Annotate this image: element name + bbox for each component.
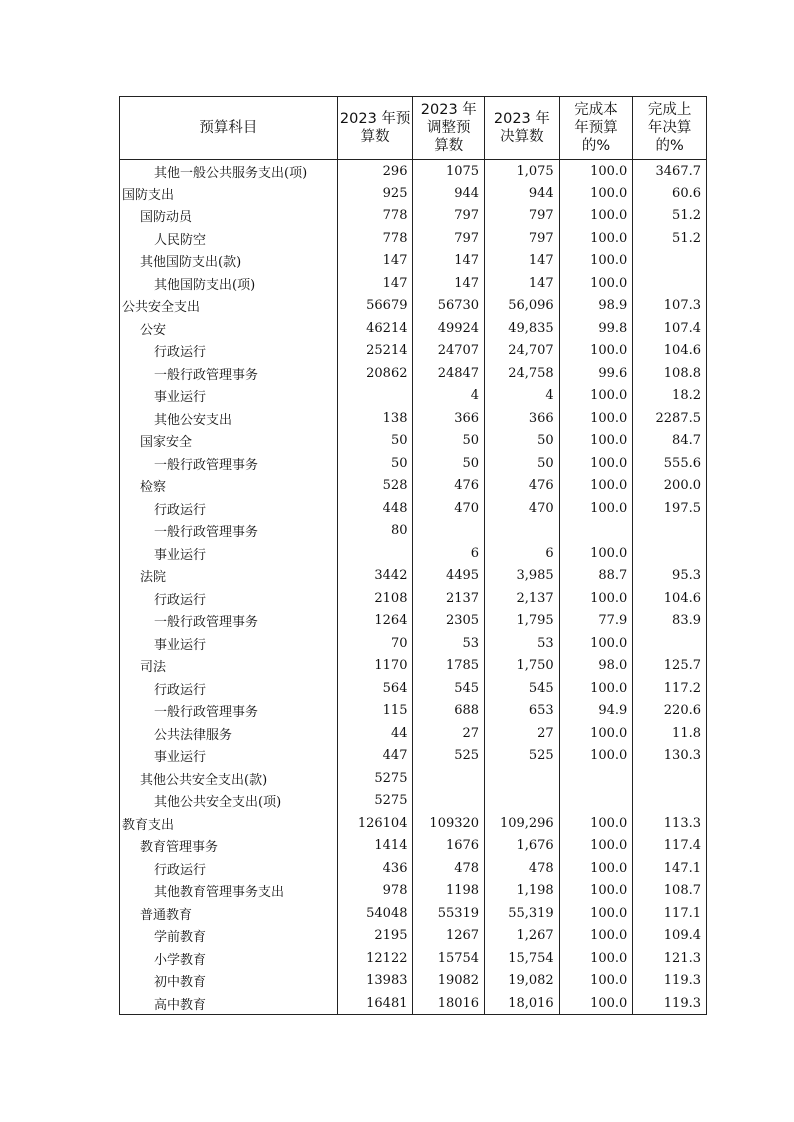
table-row [120, 610, 707, 633]
pct-prev-cell: 117.4 [633, 835, 707, 858]
subject-cell: 其他国防支出(款) [120, 250, 338, 273]
pct-budget-cell: 100.0 [559, 970, 633, 993]
header-final-2023 [485, 97, 560, 160]
pct-budget-cell: 100.0 [559, 340, 633, 363]
final-cell: 53 [485, 632, 560, 655]
pct-prev-cell [633, 632, 707, 655]
adjusted-cell: 476 [413, 475, 485, 498]
pct-prev-cell: 107.3 [633, 295, 707, 318]
budget-cell: 5275 [337, 767, 413, 790]
budget-cell: 5275 [337, 790, 413, 813]
adjusted-cell: 1075 [413, 160, 485, 183]
subject-cell: 教育支出 [120, 812, 338, 835]
pct-budget-cell: 99.6 [559, 362, 633, 385]
pct-budget-cell [559, 790, 633, 813]
subject-cell: 其他公共安全支出(项) [120, 790, 338, 813]
final-cell: 545 [485, 677, 560, 700]
budget-cell: 528 [337, 475, 413, 498]
pct-budget-cell: 100.0 [559, 475, 633, 498]
header-pct-budget [559, 97, 633, 160]
pct-prev-cell: 104.6 [633, 340, 707, 363]
pct-budget-cell [559, 767, 633, 790]
final-cell: 2,137 [485, 587, 560, 610]
budget-cell: 126104 [337, 812, 413, 835]
adjusted-cell: 6 [413, 542, 485, 565]
subject-cell: 行政运行 [120, 857, 338, 880]
final-cell: 1,750 [485, 655, 560, 678]
adjusted-cell: 15754 [413, 947, 485, 970]
pct-prev-cell: 104.6 [633, 587, 707, 610]
subject-cell: 法院 [120, 565, 338, 588]
header-pct-prev-line: 的% [655, 138, 684, 154]
pct-prev-cell [633, 272, 707, 295]
pct-budget-cell: 100.0 [559, 902, 633, 925]
final-cell: 525 [485, 745, 560, 768]
table-row [120, 880, 707, 903]
adjusted-cell: 2305 [413, 610, 485, 633]
budget-cell: 20862 [337, 362, 413, 385]
final-cell: 476 [485, 475, 560, 498]
pct-prev-cell: 555.6 [633, 452, 707, 475]
budget-cell: 25214 [337, 340, 413, 363]
header-adjusted-2023-line: 2023 年 [420, 102, 477, 118]
budget-cell: 436 [337, 857, 413, 880]
budget-cell: 16481 [337, 992, 413, 1015]
final-cell: 1,075 [485, 160, 560, 183]
adjusted-cell: 1676 [413, 835, 485, 858]
final-cell: 50 [485, 452, 560, 475]
adjusted-cell: 4 [413, 385, 485, 408]
header-budget-2023-line: 算数 [360, 129, 390, 145]
table-row [120, 475, 707, 498]
final-cell: 147 [485, 272, 560, 295]
final-cell [485, 767, 560, 790]
pct-prev-cell: 130.3 [633, 745, 707, 768]
subject-cell: 其他公共安全支出(款) [120, 767, 338, 790]
pct-prev-cell [633, 767, 707, 790]
table-row [120, 587, 707, 610]
header-pct-prev [633, 97, 707, 160]
budget-table [119, 96, 707, 1015]
budget-cell [337, 385, 413, 408]
pct-prev-cell [633, 790, 707, 813]
header-pct-budget-line: 完成本 [574, 102, 618, 118]
pct-prev-cell: 11.8 [633, 722, 707, 745]
table-row [120, 205, 707, 228]
adjusted-cell: 470 [413, 497, 485, 520]
final-cell: 478 [485, 857, 560, 880]
budget-cell [337, 542, 413, 565]
budget-cell: 56679 [337, 295, 413, 318]
pct-prev-cell: 107.4 [633, 317, 707, 340]
pct-budget-cell: 100.0 [559, 385, 633, 408]
adjusted-cell: 109320 [413, 812, 485, 835]
table-row [120, 227, 707, 250]
adjusted-cell: 797 [413, 227, 485, 250]
pct-budget-cell: 100.0 [559, 587, 633, 610]
table-row [120, 317, 707, 340]
adjusted-cell: 2137 [413, 587, 485, 610]
pct-prev-cell: 200.0 [633, 475, 707, 498]
final-cell: 944 [485, 182, 560, 205]
subject-cell: 人民防空 [120, 227, 338, 250]
table-row [120, 430, 707, 453]
pct-prev-cell: 109.4 [633, 925, 707, 948]
header-budget-2023 [337, 97, 413, 160]
table-row [120, 902, 707, 925]
pct-budget-cell: 100.0 [559, 182, 633, 205]
subject-cell: 普通教育 [120, 902, 338, 925]
table-row [120, 655, 707, 678]
pct-budget-cell: 100.0 [559, 430, 633, 453]
subject-cell: 行政运行 [120, 587, 338, 610]
subject-cell: 事业运行 [120, 745, 338, 768]
pct-budget-cell: 100.0 [559, 407, 633, 430]
budget-cell: 70 [337, 632, 413, 655]
pct-prev-cell: 117.2 [633, 677, 707, 700]
adjusted-cell: 56730 [413, 295, 485, 318]
subject-cell: 其他国防支出(项) [120, 272, 338, 295]
final-cell: 27 [485, 722, 560, 745]
pct-prev-cell [633, 250, 707, 273]
subject-cell: 事业运行 [120, 542, 338, 565]
pct-prev-cell [633, 542, 707, 565]
pct-budget-cell: 100.0 [559, 857, 633, 880]
subject-cell: 高中教育 [120, 992, 338, 1015]
header-final-2023-line: 决算数 [500, 129, 544, 145]
subject-cell: 行政运行 [120, 340, 338, 363]
pct-prev-cell: 117.1 [633, 902, 707, 925]
budget-cell: 1264 [337, 610, 413, 633]
pct-prev-cell: 108.7 [633, 880, 707, 903]
table-row [120, 340, 707, 363]
final-cell: 19,082 [485, 970, 560, 993]
final-cell [485, 520, 560, 543]
subject-cell: 行政运行 [120, 677, 338, 700]
adjusted-cell: 478 [413, 857, 485, 880]
pct-budget-cell: 100.0 [559, 227, 633, 250]
final-cell: 1,676 [485, 835, 560, 858]
adjusted-cell: 27 [413, 722, 485, 745]
adjusted-cell: 944 [413, 182, 485, 205]
adjusted-cell [413, 767, 485, 790]
pct-prev-cell: 3467.7 [633, 160, 707, 183]
adjusted-cell [413, 790, 485, 813]
pct-budget-cell: 100.0 [559, 880, 633, 903]
adjusted-cell: 545 [413, 677, 485, 700]
pct-prev-cell: 197.5 [633, 497, 707, 520]
adjusted-cell: 50 [413, 452, 485, 475]
final-cell: 55,319 [485, 902, 560, 925]
subject-cell: 一般行政管理事务 [120, 452, 338, 475]
header-row [120, 97, 707, 160]
budget-cell: 296 [337, 160, 413, 183]
adjusted-cell: 55319 [413, 902, 485, 925]
budget-cell: 46214 [337, 317, 413, 340]
pct-budget-cell: 100.0 [559, 992, 633, 1015]
table-row [120, 160, 707, 183]
pct-prev-cell: 220.6 [633, 700, 707, 723]
pct-budget-cell: 100.0 [559, 250, 633, 273]
table-row [120, 497, 707, 520]
header-adjusted-2023-line: 算数 [434, 138, 464, 154]
pct-prev-cell: 121.3 [633, 947, 707, 970]
adjusted-cell: 1198 [413, 880, 485, 903]
budget-cell: 13983 [337, 970, 413, 993]
header-subject-line: 预算科目 [199, 120, 258, 136]
final-cell: 24,758 [485, 362, 560, 385]
budget-cell: 12122 [337, 947, 413, 970]
pct-prev-cell: 125.7 [633, 655, 707, 678]
adjusted-cell [413, 520, 485, 543]
header-pct-prev-line: 年决算 [647, 120, 692, 136]
final-cell: 470 [485, 497, 560, 520]
pct-prev-cell: 84.7 [633, 430, 707, 453]
budget-cell: 147 [337, 250, 413, 273]
subject-cell: 其他公安支出 [120, 407, 338, 430]
final-cell: 366 [485, 407, 560, 430]
table-row [120, 250, 707, 273]
pct-prev-cell: 119.3 [633, 992, 707, 1015]
table-row [120, 700, 707, 723]
table-row [120, 272, 707, 295]
pct-budget-cell: 100.0 [559, 745, 633, 768]
pct-prev-cell: 95.3 [633, 565, 707, 588]
header-adjusted-2023-line: 调整预 [427, 120, 471, 136]
pct-prev-cell: 60.6 [633, 182, 707, 205]
table-row [120, 790, 707, 813]
subject-cell: 公共安全支出 [120, 295, 338, 318]
pct-budget-cell: 98.0 [559, 655, 633, 678]
final-cell: 56,096 [485, 295, 560, 318]
adjusted-cell: 4495 [413, 565, 485, 588]
header-pct-prev-line: 完成上 [647, 102, 692, 118]
adjusted-cell: 18016 [413, 992, 485, 1015]
budget-cell: 448 [337, 497, 413, 520]
final-cell: 18,016 [485, 992, 560, 1015]
budget-cell: 147 [337, 272, 413, 295]
table-row [120, 722, 707, 745]
subject-cell: 小学教育 [120, 947, 338, 970]
pct-budget-cell: 98.9 [559, 295, 633, 318]
pct-prev-cell: 18.2 [633, 385, 707, 408]
final-cell: 6 [485, 542, 560, 565]
final-cell: 50 [485, 430, 560, 453]
budget-cell: 50 [337, 430, 413, 453]
budget-cell: 1170 [337, 655, 413, 678]
header-subject [120, 97, 338, 160]
final-cell: 1,198 [485, 880, 560, 903]
subject-cell: 公安 [120, 317, 338, 340]
subject-cell: 初中教育 [120, 970, 338, 993]
table-row [120, 857, 707, 880]
pct-prev-cell: 113.3 [633, 812, 707, 835]
final-cell: 109,296 [485, 812, 560, 835]
header-final-2023-line: 2023 年 [493, 111, 550, 127]
subject-cell: 行政运行 [120, 497, 338, 520]
adjusted-cell: 1267 [413, 925, 485, 948]
budget-cell: 447 [337, 745, 413, 768]
pct-budget-cell: 99.8 [559, 317, 633, 340]
table-row [120, 565, 707, 588]
adjusted-cell: 688 [413, 700, 485, 723]
table-row [120, 947, 707, 970]
adjusted-cell: 49924 [413, 317, 485, 340]
subject-cell: 一般行政管理事务 [120, 362, 338, 385]
final-cell: 4 [485, 385, 560, 408]
pct-budget-cell: 100.0 [559, 632, 633, 655]
subject-cell: 国防动员 [120, 205, 338, 228]
subject-cell: 检察 [120, 475, 338, 498]
adjusted-cell: 1785 [413, 655, 485, 678]
header-pct-budget-line: 年预算 [574, 120, 618, 136]
table-row [120, 295, 707, 318]
adjusted-cell: 797 [413, 205, 485, 228]
final-cell: 3,985 [485, 565, 560, 588]
adjusted-cell: 525 [413, 745, 485, 768]
adjusted-cell: 366 [413, 407, 485, 430]
final-cell: 653 [485, 700, 560, 723]
budget-cell: 778 [337, 227, 413, 250]
pct-prev-cell: 51.2 [633, 227, 707, 250]
table-row [120, 520, 707, 543]
pct-budget-cell: 88.7 [559, 565, 633, 588]
final-cell: 15,754 [485, 947, 560, 970]
subject-cell: 一般行政管理事务 [120, 520, 338, 543]
header-adjusted-2023 [413, 97, 485, 160]
pct-budget-cell: 77.9 [559, 610, 633, 633]
table-row [120, 970, 707, 993]
budget-cell: 115 [337, 700, 413, 723]
adjusted-cell: 24847 [413, 362, 485, 385]
pct-budget-cell: 100.0 [559, 722, 633, 745]
table-body [120, 160, 707, 1015]
table-row [120, 812, 707, 835]
final-cell: 1,795 [485, 610, 560, 633]
pct-budget-cell: 100.0 [559, 272, 633, 295]
subject-cell: 一般行政管理事务 [120, 610, 338, 633]
adjusted-cell: 147 [413, 250, 485, 273]
table-row [120, 677, 707, 700]
budget-cell: 138 [337, 407, 413, 430]
final-cell: 1,267 [485, 925, 560, 948]
pct-prev-cell: 147.1 [633, 857, 707, 880]
adjusted-cell: 19082 [413, 970, 485, 993]
pct-prev-cell: 119.3 [633, 970, 707, 993]
subject-cell: 其他一般公共服务支出(项) [120, 160, 338, 183]
subject-cell: 国家安全 [120, 430, 338, 453]
subject-cell: 司法 [120, 655, 338, 678]
pct-budget-cell: 100.0 [559, 835, 633, 858]
final-cell: 24,707 [485, 340, 560, 363]
table-row [120, 745, 707, 768]
table-row [120, 925, 707, 948]
budget-cell: 978 [337, 880, 413, 903]
budget-cell: 2195 [337, 925, 413, 948]
table-row [120, 182, 707, 205]
subject-cell: 公共法律服务 [120, 722, 338, 745]
budget-cell: 54048 [337, 902, 413, 925]
budget-cell: 44 [337, 722, 413, 745]
final-cell: 797 [485, 205, 560, 228]
budget-cell: 3442 [337, 565, 413, 588]
table-row [120, 362, 707, 385]
pct-budget-cell: 100.0 [559, 812, 633, 835]
budget-cell: 925 [337, 182, 413, 205]
final-cell: 797 [485, 227, 560, 250]
adjusted-cell: 147 [413, 272, 485, 295]
pct-prev-cell: 2287.5 [633, 407, 707, 430]
adjusted-cell: 24707 [413, 340, 485, 363]
final-cell [485, 790, 560, 813]
table-row [120, 767, 707, 790]
subject-cell: 学前教育 [120, 925, 338, 948]
budget-cell: 1414 [337, 835, 413, 858]
table-header [120, 97, 707, 160]
budget-cell: 50 [337, 452, 413, 475]
header-budget-2023-line: 2023 年预 [339, 111, 411, 127]
pct-budget-cell: 100.0 [559, 677, 633, 700]
adjusted-cell: 53 [413, 632, 485, 655]
budget-cell: 80 [337, 520, 413, 543]
adjusted-cell: 50 [413, 430, 485, 453]
pct-budget-cell: 100.0 [559, 925, 633, 948]
subject-cell: 事业运行 [120, 385, 338, 408]
table-row [120, 992, 707, 1015]
table-row [120, 835, 707, 858]
header-pct-budget-line: 的% [581, 138, 611, 154]
budget-cell: 2108 [337, 587, 413, 610]
final-cell: 147 [485, 250, 560, 273]
pct-budget-cell: 100.0 [559, 160, 633, 183]
pct-budget-cell: 100.0 [559, 497, 633, 520]
subject-cell: 一般行政管理事务 [120, 700, 338, 723]
subject-cell: 其他教育管理事务支出 [120, 880, 338, 903]
pct-budget-cell [559, 520, 633, 543]
pct-budget-cell: 100.0 [559, 947, 633, 970]
final-cell: 49,835 [485, 317, 560, 340]
pct-prev-cell: 108.8 [633, 362, 707, 385]
budget-cell: 564 [337, 677, 413, 700]
pct-budget-cell: 100.0 [559, 452, 633, 475]
pct-prev-cell [633, 520, 707, 543]
subject-cell: 国防支出 [120, 182, 338, 205]
table-row [120, 542, 707, 565]
pct-prev-cell: 51.2 [633, 205, 707, 228]
pct-prev-cell: 83.9 [633, 610, 707, 633]
table-row [120, 632, 707, 655]
pct-budget-cell: 100.0 [559, 205, 633, 228]
table-row [120, 407, 707, 430]
pct-budget-cell: 94.9 [559, 700, 633, 723]
table-row [120, 452, 707, 475]
table-row [120, 385, 707, 408]
pct-budget-cell: 100.0 [559, 542, 633, 565]
subject-cell: 教育管理事务 [120, 835, 338, 858]
budget-cell: 778 [337, 205, 413, 228]
subject-cell: 事业运行 [120, 632, 338, 655]
